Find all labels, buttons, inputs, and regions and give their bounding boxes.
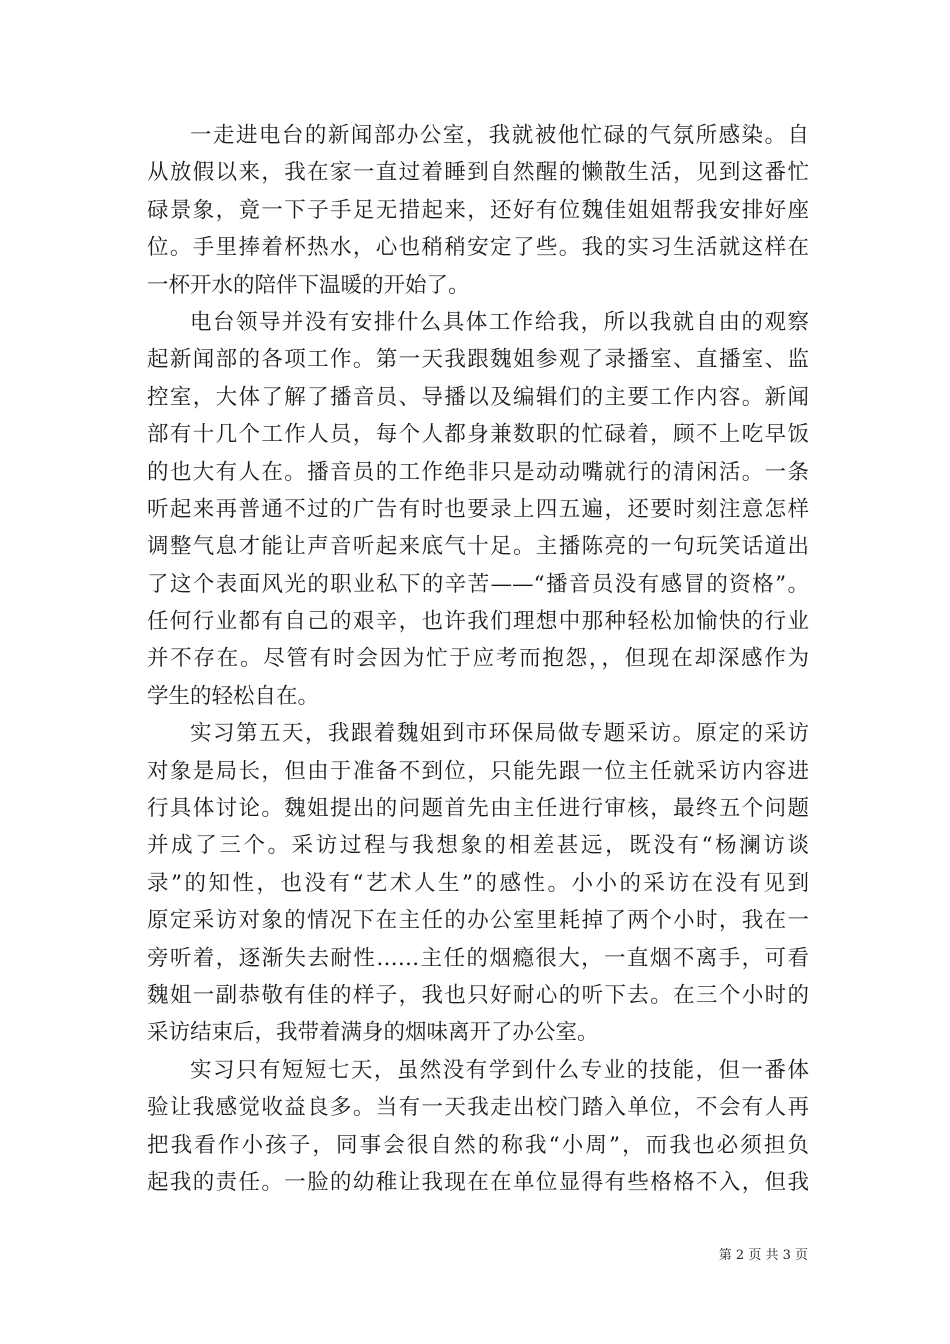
- text-line: 起新闻部的各项工作。第一天我跟魏姐参观了录播室、直播室、监: [147, 347, 809, 373]
- text-line: 听起来再普通不过的广告有时也要录上四五遍，还要时刻注意怎样: [147, 496, 809, 522]
- text-line: 录”的知性，也没有“艺术人生”的感性。小小的采访在没有见到: [147, 870, 809, 896]
- text-line: 的也大有人在。播音员的工作绝非只是动动嘴就行的清闲活。一条: [147, 459, 809, 485]
- text-line: 验让我感觉收益良多。当有一天我走出校门踏入单位，不会有人再: [147, 1095, 809, 1121]
- paragraph: [147, 1052, 809, 1202]
- text-line: 魏姐一副恭敬有佳的样子，我也只好耐心的听下去。在三个小时的: [147, 982, 809, 1008]
- text-line: 行具体讨论。魏姐提出的问题首先由主任进行审核，最终五个问题: [147, 796, 809, 822]
- text-line: 起我的责任。一脸的幼稚让我现在在单位显得有些格格不入，但我: [147, 1169, 809, 1195]
- text-line: 任何行业都有自己的艰辛，也许我们理想中那种轻松加愉快的行业: [147, 609, 809, 635]
- text-line: 位。手里捧着杯热水，心也稍稍安定了些。我的实习生活就这样在: [147, 235, 809, 261]
- text-line: 原定采访对象的情况下在主任的办公室里耗掉了两个小时，我在一: [147, 908, 809, 934]
- paragraph: [147, 715, 809, 1052]
- text-line: 对象是局长，但由于准备不到位，只能先跟一位主任就采访内容进: [147, 758, 809, 784]
- text-line: 旁听着，逐渐失去耐性……主任的烟瘾很大，一直烟不离手，可看: [147, 945, 809, 971]
- text-line: 并不存在。尽管有时会因为忙于应考而抱怨，，但现在却深感作为: [147, 646, 809, 672]
- text-line: 了这个表面风光的职业私下的辛苦——“播音员没有感冒的资格”。: [147, 571, 809, 597]
- text-line: 从放假以来，我在家一直过着睡到自然醒的懒散生活，见到这番忙: [147, 160, 809, 186]
- text-line: 实习第五天，我跟着魏姐到市环保局做专题采访。原定的采访: [190, 721, 809, 747]
- paragraph: [147, 304, 809, 715]
- text-line: 并成了三个。采访过程与我想象的相差甚远，既没有“杨澜访谈: [147, 833, 809, 859]
- text-line: 把我看作小孩子，同事会很自然的称我“小周”，而我也必须担负: [147, 1132, 809, 1158]
- page-number-footer: 第 2 页 共 3 页: [718, 1248, 808, 1263]
- text-line: 控室，大体了解了播音员、导播以及编辑们的主要工作内容。新闻: [147, 384, 809, 410]
- text-line: 碌景象，竟一下子手足无措起来，还好有位魏佳姐姐帮我安排好座: [147, 197, 809, 223]
- paragraph: [147, 117, 809, 304]
- text-line: 学生的轻松自在。: [147, 683, 320, 709]
- text-line: 采访结束后，我带着满身的烟味离开了办公室。: [147, 1020, 599, 1046]
- text-line: 一走进电台的新闻部办公室，我就被他忙碌的气氛所感染。自: [190, 123, 809, 148]
- text-line: 部有十几个工作人员，每个人都身兼数职的忙碌着，顾不上吃早饭: [147, 422, 809, 448]
- text-line: 电台领导并没有安排什么具体工作给我，所以我就自由的观察: [190, 309, 809, 335]
- text-line: 实习只有短短七天，虽然没有学到什么专业的技能，但一番体: [190, 1057, 809, 1083]
- document-body: [147, 117, 809, 1201]
- text-line: 一杯开水的陪伴下温暖的开始了。: [147, 272, 470, 298]
- text-line: 调整气息才能让声音听起来底气十足。主播陈亮的一句玩笑话道出: [147, 534, 809, 560]
